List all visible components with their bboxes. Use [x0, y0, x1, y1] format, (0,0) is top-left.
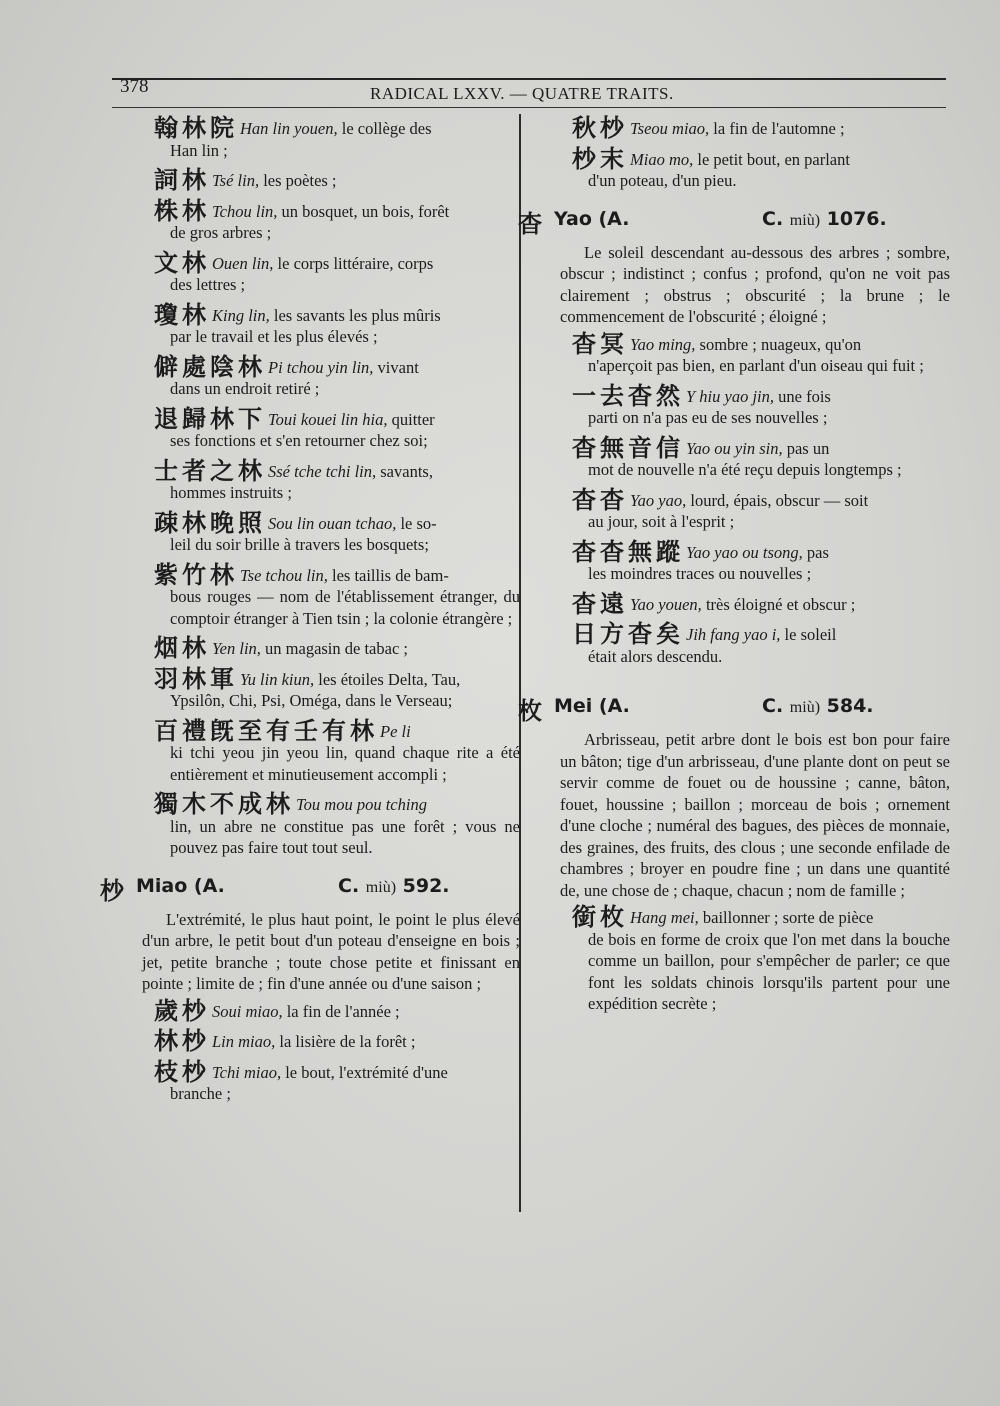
entry-characters: 秋杪 [572, 114, 628, 142]
entry-romanization: Ouen lin, [212, 253, 274, 273]
entry-headline [112, 456, 520, 485]
entry-characters: 銜枚 [572, 903, 628, 931]
right-top-entry-list [530, 114, 950, 192]
entry-headline [112, 352, 520, 381]
dictionary-entry [112, 114, 520, 161]
entry-gloss: une fois [774, 386, 831, 406]
entry-romanization: Yao yao, [630, 490, 687, 510]
entry-characters: 百禮旣至有壬有林 [154, 716, 378, 745]
entry-romanization: King lin, [212, 305, 270, 325]
entry-characters: 獨木不成林 [154, 790, 294, 818]
entry-continuation: parti on n'a pas eu de ses nouvelles ; [588, 408, 828, 427]
entry-gloss: la lisière de la forêt ; [275, 1032, 416, 1051]
dictionary-entry [112, 790, 520, 859]
entry-continuation: ses fonctions et s'en retourner chez soi; [170, 431, 428, 450]
dictionary-entry [112, 166, 520, 194]
entry-continuation: branche ; [170, 1084, 231, 1103]
dictionary-entry [530, 620, 950, 667]
entry-romanization: Tou mou pou tching [296, 795, 427, 814]
section-heading-yao [518, 206, 950, 238]
entry-romanization: Ssé tche tchi lin, [268, 461, 377, 481]
dictionary-entry [112, 196, 520, 244]
dictionary-entry [112, 664, 520, 712]
dictionary-entry [530, 589, 950, 618]
heading-code: C. miù) 592. [338, 874, 450, 897]
entry-continuation: des lettres ; [170, 275, 246, 294]
entry-headline [112, 996, 520, 1025]
entry-romanization: Yao yao ou tsong, [686, 542, 803, 562]
entry-characters: 瓊林 [154, 300, 210, 329]
entry-headline [112, 404, 520, 433]
dictionary-entry [530, 433, 950, 481]
entry-continuation: était alors descendu. [588, 646, 723, 666]
entry-gloss: baillonner ; sorte de pièce [698, 908, 874, 927]
entry-romanization: Y hiu yao jin, [686, 386, 775, 406]
entry-gloss: un bosquet, un bois, forêt [277, 201, 450, 221]
entry-romanization: Pi tchou yin lin, [268, 357, 374, 377]
entry-headline [530, 114, 950, 142]
header-rule-top [112, 78, 946, 80]
entry-continuation: leil du soir brille à travers les bosquets; [170, 535, 429, 554]
entry-gloss: pas un [782, 438, 830, 458]
entry-headline [530, 381, 950, 410]
page-number: 378 [120, 76, 149, 97]
entry-headline [112, 790, 520, 818]
entry-gloss: la fin de l'année ; [282, 1001, 400, 1021]
entry-gloss: lourd, épais, obscur — soit [686, 490, 869, 510]
definition-miao: L'extrémité, le plus haut point, le point le plus élevé d'un arbre, le petit bout d'un poteau d'enseigne en bois ; jet, petite branche ; toute chose petite et finissant en pointe ; limite de ; fin d'une année ou d'une saison ; [142, 909, 520, 993]
dictionary-entry [112, 352, 520, 400]
entry-continuation: hommes instruits ; [170, 483, 292, 502]
entry-romanization: Soui miao, [212, 1001, 283, 1021]
running-title: RADICAL LXXV. — QUATRE TRAITS. [370, 84, 674, 103]
section-heading-mei [518, 693, 950, 725]
heading-character: 杳 [518, 209, 542, 238]
entry-characters: 歲杪 [154, 996, 210, 1025]
entry-romanization: Yao ming, [630, 334, 696, 354]
heading-name: Miao (A. [136, 874, 225, 897]
entry-continuation: bous rouges — nom de l'établissement étranger, du comptoir étranger à Tien tsin ; la colonie étrangère ; [170, 587, 520, 628]
heading-character: 杪 [100, 876, 124, 905]
heading-name: Yao (A. [554, 207, 630, 230]
entry-gloss: le so- [396, 513, 437, 533]
section-heading-miao [100, 873, 520, 905]
entry-characters: 文林 [154, 248, 210, 277]
entry-headline [530, 589, 950, 618]
dictionary-entry [112, 634, 520, 662]
entry-romanization: Sou lin ouan tchao, [268, 513, 397, 533]
entry-characters: 杳冥 [572, 329, 628, 358]
left-entry-list [112, 114, 520, 859]
dictionary-entry [112, 560, 520, 630]
dictionary-entry [112, 508, 520, 556]
entry-romanization: Tchi miao, [212, 1062, 282, 1082]
entry-characters: 翰林院 [154, 114, 238, 142]
entry-gloss: la fin de l'automne ; [709, 119, 845, 138]
entry-characters: 退歸林下 [154, 404, 266, 433]
entry-characters: 杳遠 [572, 589, 628, 618]
entry-gloss: vivant [373, 357, 419, 377]
entry-characters: 烟林 [154, 634, 210, 662]
entry-characters: 枝杪 [154, 1057, 210, 1086]
entry-romanization: Yao youen, [630, 594, 702, 614]
dictionary-entry [112, 456, 520, 504]
left-column [100, 114, 520, 1114]
dictionary-entry [112, 300, 520, 348]
entry-headline [112, 560, 520, 589]
entry-characters: 一去杳然 [572, 381, 684, 410]
entry-gloss: les savants les plus mûris [269, 305, 441, 325]
entry-characters: 日方杳矣 [572, 620, 684, 648]
entry-continuation: les moindres traces ou nouvelles ; [588, 564, 812, 583]
dictionary-entry [112, 1027, 520, 1055]
entry-gloss: très éloigné et obscur ; [701, 594, 856, 614]
dictionary-entry [112, 996, 520, 1025]
definition-yao: Le soleil descendant au-dessous des arbres ; sombre, obscur ; indistinct ; confus ; profond, qu'on ne voit pas clairement ; obstrus ; obscurité ; la brune ; le commencement de l'obscurité ; éloigné ; [560, 242, 950, 326]
entry-gloss: le soleil [780, 625, 837, 644]
header-rule-bottom [112, 107, 946, 108]
dictionary-entry [530, 537, 950, 585]
entry-continuation: de gros arbres ; [170, 223, 272, 242]
entry-characters: 杪末 [572, 144, 628, 173]
heading-name: Mei (A. [554, 695, 630, 717]
dictionary-entry [530, 144, 950, 192]
entry-gloss: sombre ; nuageux, qu'on [695, 334, 862, 354]
entry-headline [112, 196, 520, 225]
entry-romanization: Toui kouei lin hia, [268, 409, 388, 429]
entry-headline [112, 1027, 520, 1055]
mei-entry-list [530, 903, 950, 1015]
right-column [518, 114, 950, 1024]
entry-continuation: n'aperçoit pas bien, en parlant d'un oiseau qui fuit ; [588, 356, 924, 375]
entry-romanization: Tchou lin, [212, 201, 278, 221]
entry-headline [530, 433, 950, 462]
dictionary-entry [530, 114, 950, 142]
entry-romanization: Yu lin kiun, [240, 669, 315, 689]
entry-characters: 株林 [154, 196, 210, 225]
entry-gloss: pas [802, 542, 829, 562]
entry-continuation: Ypsilôn, Chi, Psi, Oméga, dans le Verseau; [170, 691, 453, 710]
entry-headline [530, 903, 950, 931]
entry-characters: 士者之林 [154, 456, 266, 485]
entry-romanization: Jih fang yao i, [686, 625, 781, 644]
entry-characters: 林杪 [154, 1027, 210, 1055]
dictionary-entry [530, 329, 950, 377]
entry-gloss: savants, [376, 461, 433, 481]
entry-romanization: Tsé lin, [212, 171, 260, 190]
entry-headline [112, 300, 520, 329]
entry-headline [112, 114, 520, 142]
entry-romanization: Han lin youen, [240, 119, 338, 138]
entry-headline [530, 144, 950, 173]
entry-gloss: un magasin de tabac ; [260, 639, 408, 658]
entry-romanization: Pe li [380, 721, 411, 741]
entry-characters: 詞林 [154, 166, 210, 194]
entry-romanization: Lin miao, [212, 1032, 276, 1051]
heading-code: C. miù) 1076. [762, 207, 887, 230]
entry-continuation: par le travail et les plus élevés ; [170, 327, 378, 346]
entry-headline [112, 248, 520, 277]
entry-gloss: le collège des [337, 119, 432, 138]
entry-gloss: les taillis de bam- [327, 565, 449, 585]
entry-headline [112, 1057, 520, 1086]
entry-gloss: le petit bout, en parlant [693, 149, 850, 169]
entry-continuation: au jour, soit à l'esprit ; [588, 512, 735, 531]
entry-characters: 僻處陰林 [154, 352, 266, 381]
entry-gloss: les poètes ; [259, 171, 337, 190]
entry-characters: 紫竹林 [154, 560, 238, 589]
entry-headline [112, 664, 520, 693]
entry-headline [112, 166, 520, 194]
dictionary-entry [530, 485, 950, 533]
dictionary-entry [112, 248, 520, 296]
entry-characters: 杳杳 [572, 485, 628, 514]
entry-continuation: de bois en forme de croix que l'on met dans la bouche comme un baillon, pour s'empêcher de parler; ce que font les soldats chinois lorsqu'ils partent pour une expédition secrète ; [588, 929, 950, 1013]
entry-characters: 杳無音信 [572, 433, 684, 462]
entry-characters: 疎林晚照 [154, 508, 266, 537]
entry-romanization: Tse tchou lin, [240, 565, 328, 585]
entry-headline [112, 634, 520, 662]
definition-mei: Arbrisseau, petit arbre dont le bois est bon pour faire un bâton; tige d'un arbrisseau, d'une plante dont on peut se servir comme de fouet ou de houssine ; canne, bâton, fouet, houssine ; baillon ; morceau de bois ; ornement d'une cloche ; numéral des bagues, des pièces de monnaie, des graines, des fruits, des clous ; une seconde enfilade de chambres ; broyer en poudre fine ; un dans une quantité de, une chose de ; chaque, chacun ; nom de famille ; [560, 730, 950, 900]
entry-gloss: le bout, l'extrémité d'une [281, 1062, 448, 1082]
heading-code: C. miù) 584. [762, 695, 874, 717]
entry-continuation: Han lin ; [170, 140, 228, 160]
page-header [112, 74, 946, 108]
entry-headline [530, 620, 950, 648]
yao-entry-list [530, 329, 950, 668]
entry-continuation: dans un endroit retiré ; [170, 379, 320, 398]
entry-gloss: les étoiles Delta, Tau, [314, 669, 461, 689]
entry-continuation: lin, un abre ne constitue pas une forêt ; vous ne pouvez pas faire tout tout seul. [170, 816, 520, 857]
entry-headline [530, 485, 950, 514]
entry-characters: 杳杳無蹤 [572, 537, 684, 566]
entry-characters: 羽林軍 [154, 664, 238, 693]
entry-continuation: mot de nouvelle n'a été reçu depuis longtemps ; [588, 460, 902, 479]
entry-headline [530, 329, 950, 358]
heading-character: 枚 [518, 697, 542, 725]
entry-continuation: ki tchi yeou jin yeou lin, quand chaque rite a été entièrement et minutieusement accompli ; [170, 743, 520, 784]
dictionary-entry [530, 903, 950, 1015]
miao-entry-list [112, 996, 520, 1105]
dictionary-entry [530, 381, 950, 429]
entry-romanization: Miao mo, [630, 149, 694, 169]
entry-gloss: le corps littéraire, corps [273, 253, 434, 273]
dictionary-entry [112, 716, 520, 786]
entry-headline [112, 716, 520, 745]
entry-romanization: Yen lin, [212, 639, 261, 658]
dictionary-entry [112, 404, 520, 452]
entry-romanization: Yao ou yin sin, [686, 438, 783, 458]
entry-romanization: Hang mei, [630, 908, 699, 927]
entry-headline [112, 508, 520, 537]
entry-gloss: quitter [387, 409, 435, 429]
entry-romanization: Tseou miao, [630, 119, 710, 138]
entry-continuation: d'un poteau, d'un pieu. [588, 171, 737, 190]
entry-headline [530, 537, 950, 566]
dictionary-entry [112, 1057, 520, 1105]
